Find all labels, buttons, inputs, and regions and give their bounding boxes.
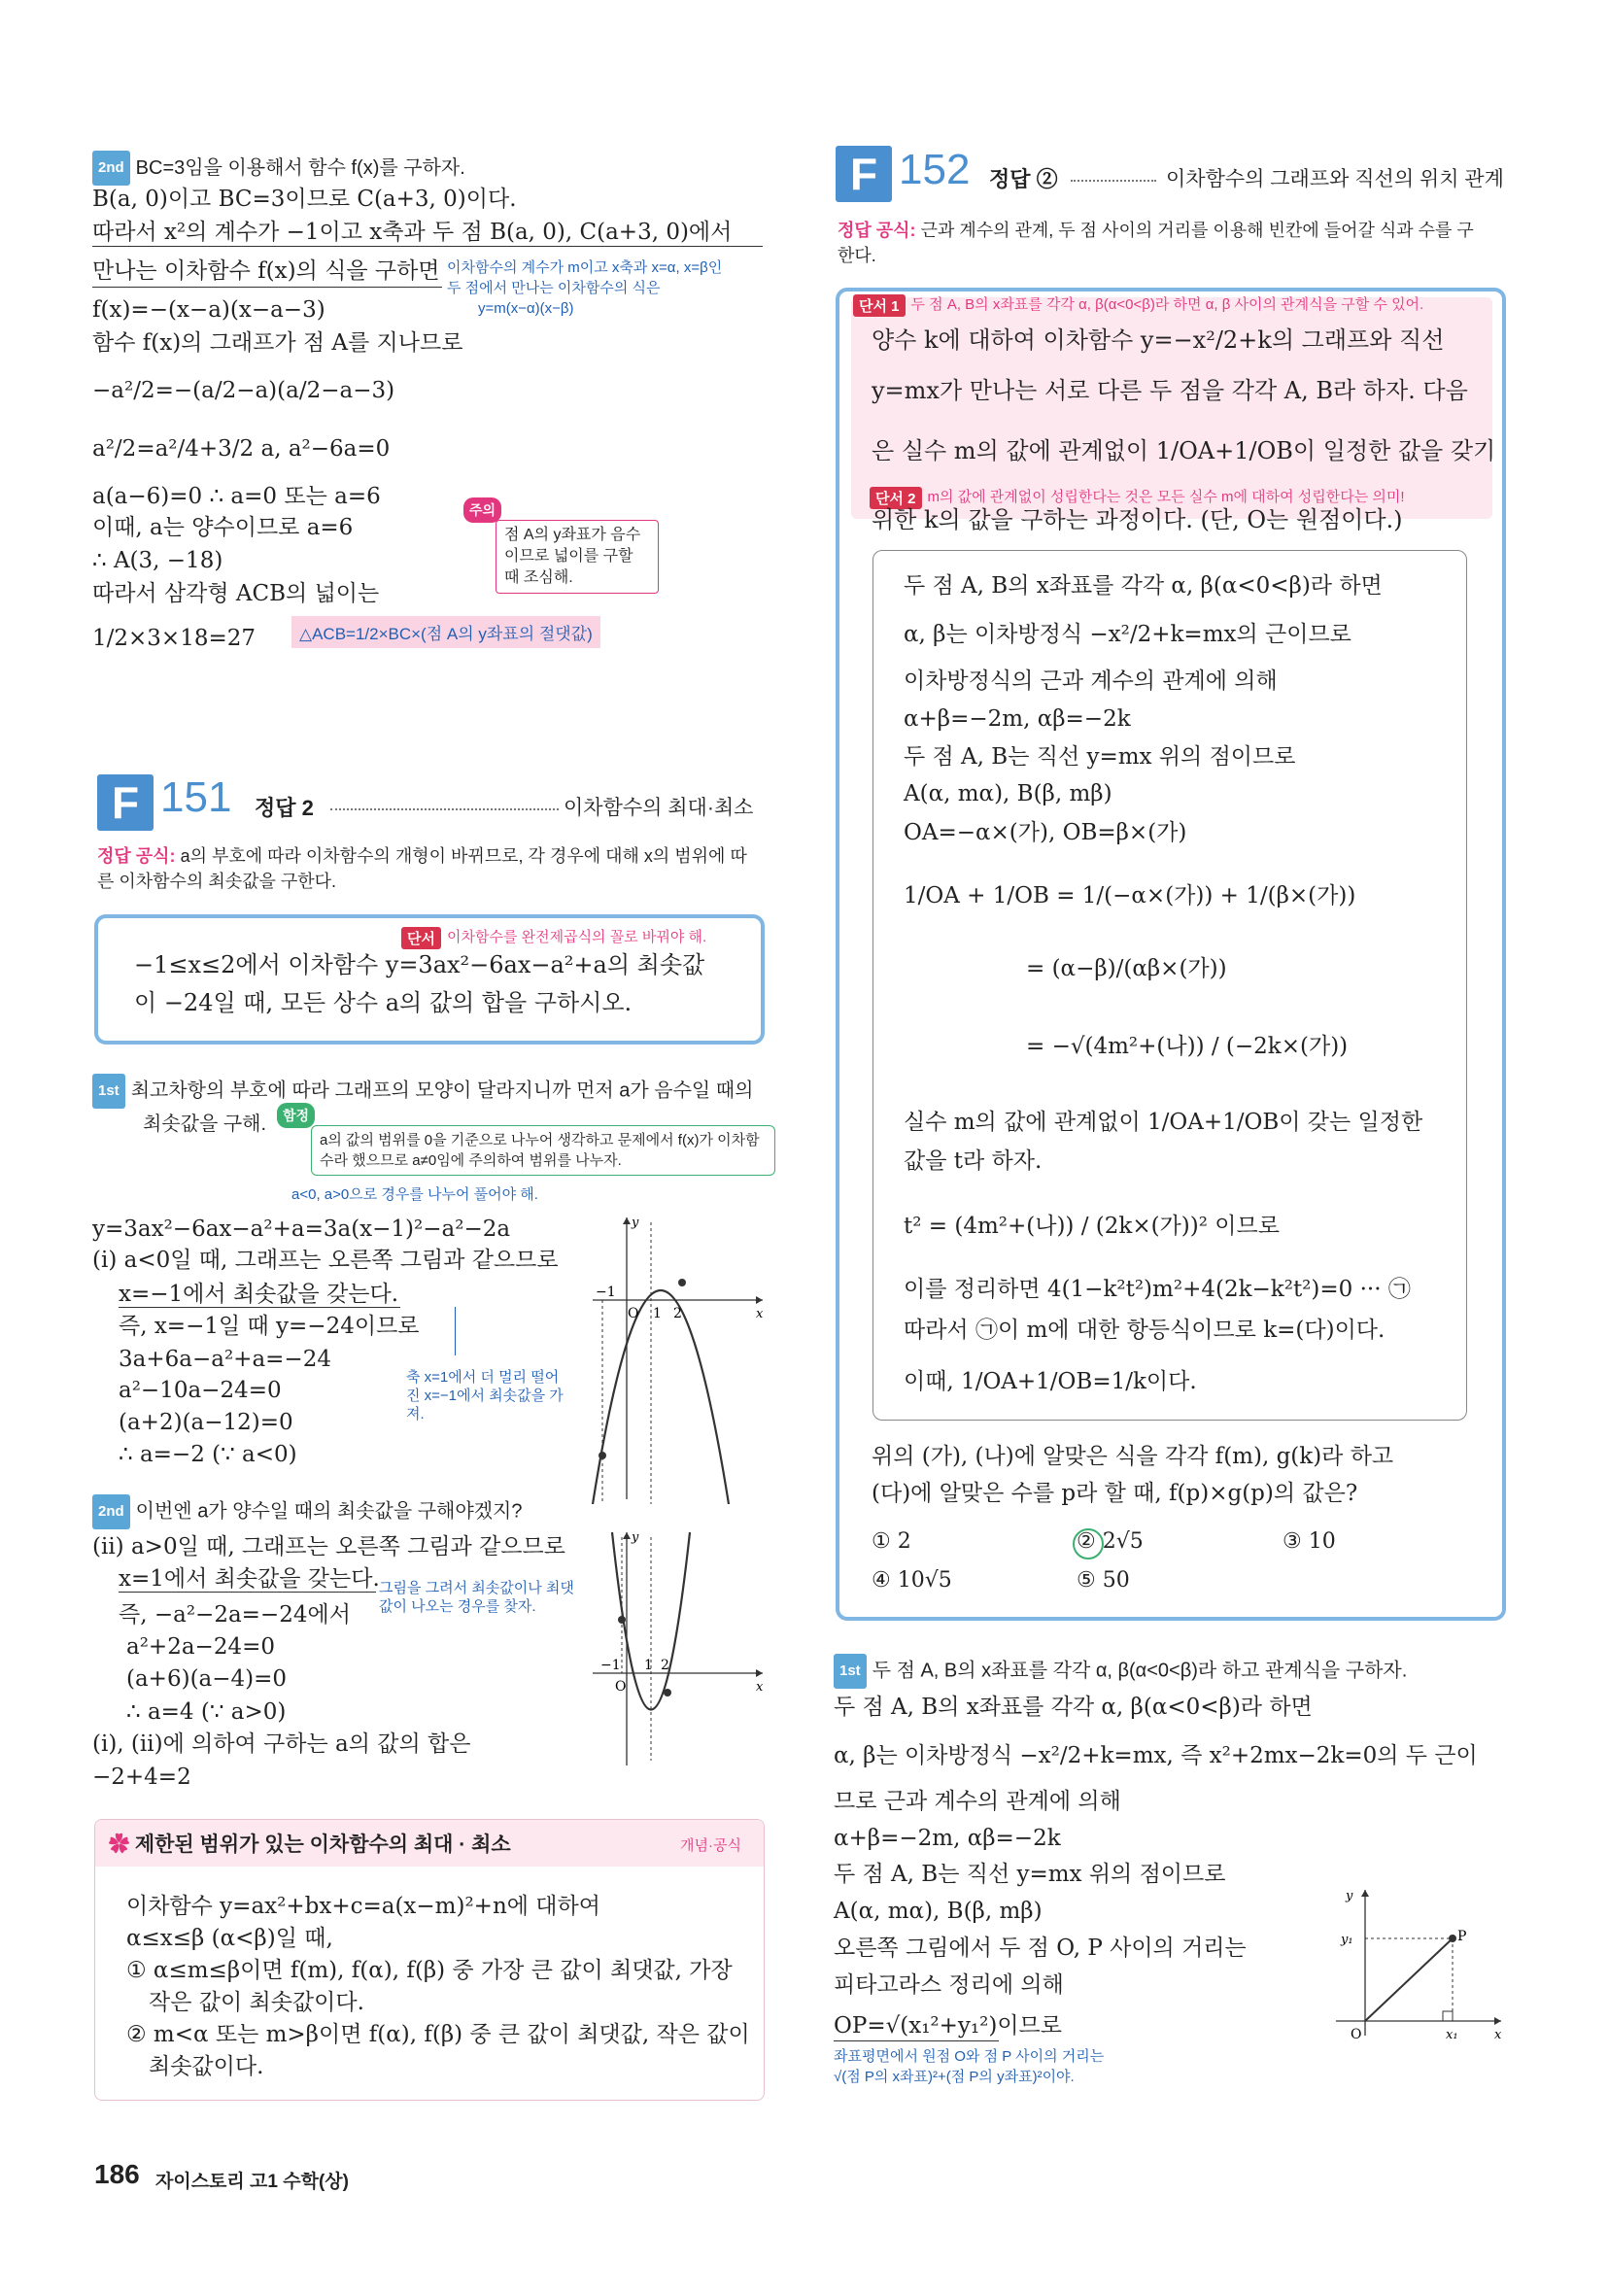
process-line: α+β=−2m, αβ=−2k [904, 706, 1131, 732]
distance-graph [1331, 1885, 1506, 2040]
graph-note: 그림을 그려서 최솟값이나 최댓값이 나오는 경우를 찾자. [379, 1580, 574, 1615]
equation: (a+2)(a−12)=0 [119, 1410, 293, 1435]
solution-line: B(a, 0)이고 BC=3이므로 C(a+3, 0)이다. [92, 187, 517, 212]
solution-line: A(α, mα), B(β, mβ) [834, 1899, 1043, 1924]
process-line: 1/OA + 1/OB = 1/(−α×(가)) + 1/(β×(가)) [904, 883, 1356, 908]
tick-label: 1 [653, 1306, 662, 1321]
equation: −a²/2=−(a/2−a)(a/2−a−3) [92, 378, 395, 403]
equation: a(a−6)=0 ∴ a=0 또는 a=6 [92, 484, 381, 509]
answer-label: 정답 ② [989, 167, 1058, 191]
tick-label: −1 [600, 1658, 621, 1673]
choice-2[interactable]: ② 2√5 [1077, 1529, 1144, 1554]
area-note: △ACB=1/2×BC×(점 A의 y좌표의 절댓값) [291, 616, 600, 648]
trap-text: a의 값의 범위를 0을 기준으로 나누어 생각하고 문제에서 f(x)가 이차함수라 했으므로 a≠0임에 주의하여 범위를 나누자. [311, 1125, 775, 1176]
axis-label-x: x [756, 1307, 764, 1321]
process-line: 두 점 A, B의 x좌표를 각각 α, β(α<0<β)라 하면 [904, 573, 1383, 599]
solution-line: 두 점 A, B는 직선 y=mx 위의 점이므로 [834, 1862, 1226, 1887]
formula-note: 정답 공식: 근과 계수의 관계, 두 점 사이의 거리를 이용해 빈칸에 들어갈 식과 수를 구한다. [838, 221, 1474, 265]
side-note: 이차함수의 계수가 m이고 x축과 x=α, x=β인 [447, 259, 723, 276]
step2-heading: 2nd 이번엔 a가 양수일 때의 최솟값을 구해야겠지? [92, 1494, 522, 1529]
graph-a-positive [583, 1527, 768, 1770]
equation: y=3ax²−6ax−a²+a=3a(x−1)²−a²−2a [92, 1217, 511, 1242]
question-line: −1≤x≤2에서 이차함수 y=3ax²−6ax−a²+a의 최솟값 [134, 951, 705, 978]
point-label: P [1457, 1929, 1467, 1944]
concept-title: ✿ 제한된 범위가 있는 이차함수의 최대 · 최소 [109, 1833, 511, 1856]
step-tag: 2nd [92, 151, 130, 186]
concept-line: 최솟값이다. [149, 2054, 264, 2079]
question-line: 이 −24일 때, 모든 상수 a의 값의 합을 구하시오. [134, 989, 633, 1016]
side-note: 두 점에서 만나는 이차함수의 식은 [447, 280, 661, 296]
process-line: 값을 t라 하자. [904, 1148, 1043, 1174]
axis-note: 축 x=1에서 더 멀리 떨어진 x=−1에서 최솟값을 가져. [406, 1369, 564, 1422]
choice-1[interactable]: ① 2 [872, 1529, 911, 1554]
trap-tag: 함정 [277, 1103, 315, 1128]
axis-label-x: x [1494, 2028, 1502, 2040]
equation: ∴ a=−2 (∵ a<0) [119, 1442, 297, 1467]
step2-heading: 2nd BC=3임을 이용해서 함수 f(x)를 구하자. [92, 151, 465, 186]
step1-heading: 1st 최고차항의 부호에 따라 그래프의 모양이 달라지니까 먼저 a가 음수일 때의 [92, 1074, 772, 1109]
concept-line: ② m<α 또는 m>β이면 f(α), f(β) 중 큰 값이 최댓값, 작은 값이 [126, 2022, 750, 2047]
problem-number: 152 [899, 146, 971, 193]
equation: a²/2=a²/4+3/2 a, a²−6a=0 [92, 436, 391, 462]
process-line: 두 점 A, B는 직선 y=mx 위의 점이므로 [904, 744, 1296, 770]
result-equation: 1/2×3×18=27 [92, 626, 256, 651]
answer-circle [1073, 1528, 1104, 1559]
origin-label: O [1351, 2027, 1362, 2040]
hint-1: 단서 1 두 점 A, B의 x좌표를 각각 α, β(α<0<β)라 하면 α, β 사이의 관계식을 구할 수 있어. [853, 293, 1423, 317]
equation: f(x)=−(x−a)(x−a−3) [92, 297, 325, 323]
solution-line: 따라서 x²의 계수가 −1이고 x축과 두 점 B(a, 0), C(a+3, 0)에서 [92, 220, 733, 245]
solution-line: 즉, x=−1일 때 y=−24이므로 [119, 1314, 420, 1339]
process-line: 실수 m의 값에 관계없이 1/OA+1/OB이 갖는 일정한 [904, 1110, 1423, 1135]
axis-label-y: y [1346, 1889, 1353, 1903]
solution-line: α+β=−2m, αβ=−2k [834, 1826, 1061, 1851]
topic-label: 이차함수의 최대·최소 [564, 797, 754, 819]
process-line: 따라서 ㉠이 m에 대한 항등식이므로 k=(다)이다. [904, 1318, 1386, 1343]
concept-tag: 개념·공식 [680, 1837, 741, 1854]
question-line: y=mx가 만나는 서로 다른 두 점을 각각 A, B라 하자. 다음 [872, 377, 1468, 404]
solution-line: 므로 근과 계수의 관계에 의해 [834, 1789, 1121, 1814]
solution-line: 즉, −a²−2a=−24에서 [119, 1602, 351, 1628]
tick-label: 2 [661, 1658, 669, 1673]
equation: a²+2a−24=0 [126, 1634, 275, 1660]
section-letter: F [97, 774, 154, 831]
caution-tag: 주의 [463, 497, 501, 523]
process-line: α, β는 이차방정식 −x²/2+k=mx의 근이므로 [904, 622, 1351, 647]
tick-label: 1 [644, 1658, 653, 1673]
step1-heading-cont: 최솟값을 구해. [143, 1114, 267, 1135]
question-line: (다)에 알맞은 수를 p라 할 때, f(p)×g(p)의 값은? [872, 1481, 1358, 1506]
solution-line: (i) a<0일 때, 그래프는 오른쪽 그림과 같으므로 [92, 1248, 559, 1273]
tick-label: 2 [673, 1306, 682, 1321]
question-line: 은 실수 m의 값에 관계없이 1/OA+1/OB이 일정한 값을 갖기 [872, 437, 1496, 464]
choice-3[interactable]: ③ 10 [1283, 1529, 1336, 1554]
solution-line: (ii) a>0일 때, 그래프는 오른쪽 그림과 같으므로 [92, 1534, 565, 1559]
concept-line: ① α≤m≤β이면 f(m), f(α), f(β) 중 가장 큰 값이 최댓값, 가장 [126, 1958, 733, 1983]
graph-a-negative [583, 1213, 768, 1504]
trap-note: a<0, a>0으로 경우를 나누어 풀어야 해. [291, 1186, 538, 1203]
hint: 단서 이차함수를 완전제곱식의 꼴로 바꿔야 해. [401, 926, 706, 949]
process-line: = −√(4m²+(나)) / (−2k×(가)) [1026, 1034, 1349, 1059]
choice-5[interactable]: ⑤ 50 [1077, 1568, 1130, 1593]
solution-line: (i), (ii)에 의하여 구하는 a의 값의 합은 [92, 1731, 471, 1757]
tick-label: y₁ [1341, 1933, 1353, 1947]
solution-line: 만나는 이차함수 f(x)의 식을 구하면 [92, 258, 440, 284]
section-letter: F [836, 146, 892, 202]
origin-label: O [628, 1306, 639, 1321]
step1-heading: 1st 두 점 A, B의 x좌표를 각각 α, β(α<0<β)라 하고 관계식을 구하자. [834, 1654, 1407, 1689]
solution-line: 함수 f(x)의 그래프가 점 A를 지나므로 [92, 330, 463, 356]
solution-line: 따라서 삼각형 ACB의 넓이는 [92, 581, 380, 606]
tick-label: −1 [596, 1285, 616, 1300]
axis-label-y: y [632, 1530, 639, 1545]
concept-line: 이차함수 y=ax²+bx+c=a(x−m)²+n에 대하여 [126, 1894, 600, 1919]
solution-line: 이때, a는 양수이므로 a=6 [92, 515, 354, 540]
choice-4[interactable]: ④ 10√5 [872, 1568, 952, 1593]
process-line: = (α−β)/(αβ×(가)) [1026, 956, 1227, 981]
answer-label: 정답 2 [255, 796, 314, 820]
solution-line: 피타고라스 정리에 의해 [834, 1972, 1064, 1998]
concept-line: 작은 값이 최솟값이다. [149, 1990, 364, 2015]
page-number: 186 [94, 2159, 140, 2189]
equation: 3a+6a−a²+a=−24 [119, 1347, 331, 1372]
solution-line: 두 점 A, B의 x좌표를 각각 α, β(α<0<β)라 하면 [834, 1695, 1313, 1720]
concept-line: α≤x≤β (α<β)일 때, [126, 1926, 333, 1951]
solution-line: OP=√(x₁²+y₁²)이므로 [834, 2013, 1062, 2039]
solution-line: x=−1에서 최솟값을 갖는다. [119, 1282, 399, 1307]
solution-line: 오른쪽 그림에서 두 점 O, P 사이의 거리는 [834, 1936, 1247, 1961]
equation: ∴ a=4 (∵ a>0) [126, 1699, 287, 1725]
distance-note: √(점 P의 x좌표)²+(점 P의 y좌표)²이야. [834, 2069, 1075, 2085]
solution-line: x=1에서 최솟값을 갖는다. [119, 1566, 380, 1592]
axis-label-y: y [632, 1216, 639, 1230]
tick-label: x₁ [1446, 2028, 1458, 2040]
process-line: A(α, mα), B(β, mβ) [904, 781, 1112, 806]
axis-label-x: x [756, 1680, 764, 1695]
solution-line: α, β는 이차방정식 −x²/2+k=mx, 즉 x²+2mx−2k=0의 두 근이 [834, 1743, 1478, 1768]
process-line: 이차방정식의 근과 계수의 관계에 의해 [904, 668, 1278, 694]
equation: (a+6)(a−4)=0 [126, 1666, 288, 1692]
solution-line: ∴ A(3, −18) [92, 548, 223, 573]
process-line: 이때, 1/OA+1/OB=1/k이다. [904, 1369, 1197, 1394]
side-note: y=m(x−α)(x−β) [478, 300, 574, 317]
topic-label: 이차함수의 그래프와 직선의 위치 관계 [1166, 168, 1504, 190]
formula-note: 정답 공식: a의 부호에 따라 이차함수의 개형이 바뀌므로, 각 경우에 대해 x의 범위에 따른 이차함수의 최솟값을 구한다. [97, 846, 747, 891]
process-line: 이를 정리하면 4(1−k²t²)m²+4(2k−k²t²)=0 ··· ㉠ [904, 1277, 1411, 1302]
question-line: 위의 (가), (나)에 알맞은 식을 각각 f(m), g(k)라 하고 [872, 1444, 1394, 1469]
question-line: 위한 k의 값을 구하는 과정이다. (단, O는 원점이다.) [872, 506, 1403, 533]
distance-note: 좌표평면에서 원점 O와 점 P 사이의 거리는 [834, 2048, 1105, 2065]
question-line: 양수 k에 대하여 이차함수 y=−x²/2+k의 그래프와 직선 [872, 326, 1445, 354]
book-title: 자이스토리 고1 수학(상) [155, 2172, 349, 2192]
process-line: OA=−α×(가), OB=β×(가) [904, 820, 1187, 845]
origin-label: O [615, 1679, 627, 1695]
result-equation: −2+4=2 [92, 1765, 191, 1790]
hint-2: 단서 2 m의 값에 관계없이 성립한다는 것은 모든 실수 m에 대하여 성립한다는 의미! [870, 486, 1405, 509]
process-line: t² = (4m²+(나)) / (2k×(가))² 이므로 [904, 1214, 1280, 1239]
caution-text: 점 A의 y좌표가 음수이므로 넓이를 구할 때 조심해. [496, 520, 659, 594]
problem-number: 151 [160, 773, 232, 821]
equation: a²−10a−24=0 [119, 1378, 282, 1403]
